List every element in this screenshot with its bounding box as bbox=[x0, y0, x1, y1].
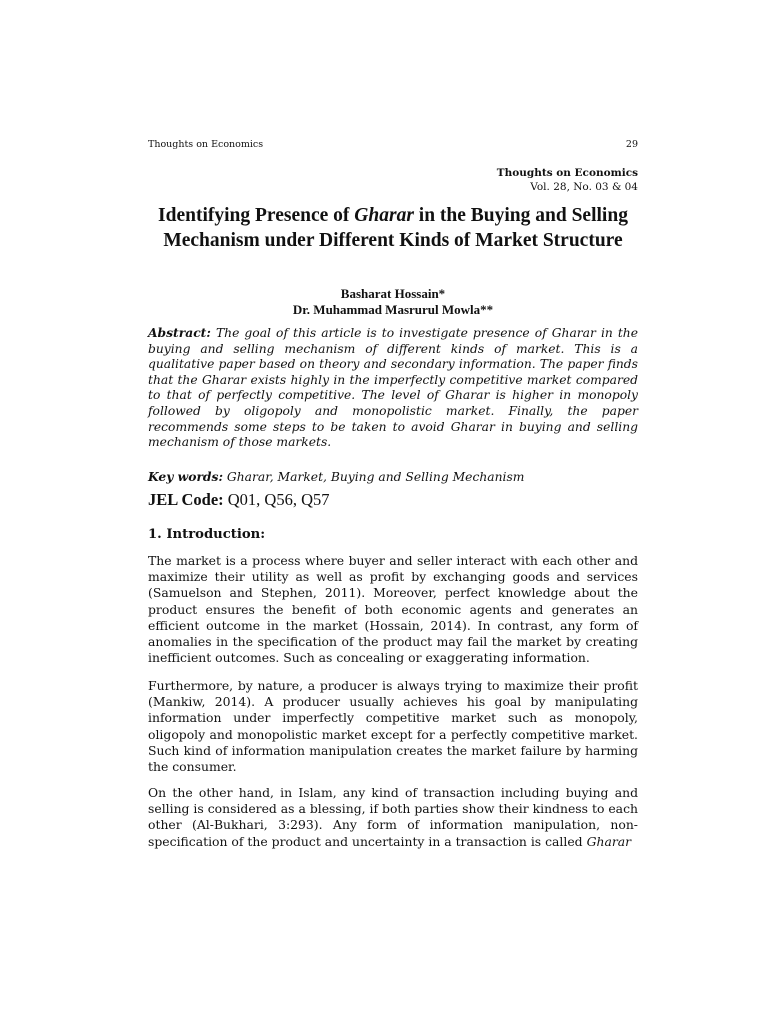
author-1: Basharat Hossain* bbox=[340, 286, 446, 301]
keywords-label: Key words: bbox=[148, 469, 223, 484]
body-paragraph: The market is a process where buyer and seller interact with each other and maximize their utility as well as profit by exchanging goods and services (Samuelson and Stephen, 2011). Moreover, perfect knowledge about the product ensures the benefit of both economic agents and generates an efficient outcome in the market (Hossain, 2014). In contrast, any form of anomalies in the specification of the product may fail the market by creating inefficient outcomes. Such as concealing or exaggerating information. bbox=[148, 553, 638, 666]
paragraph-text: On the other hand, in Islam, any kind of transaction including buying and selling is considered as a blessing, if both parties show their kindness to each other (Al-Bukhari, 3:293). Any form of information manipulation, non-specification of the product and uncertainty in a transaction is called bbox=[148, 785, 638, 849]
keywords bbox=[148, 469, 638, 484]
running-head-title: Thoughts on Economics bbox=[148, 139, 264, 150]
title-italic-term: Gharar bbox=[354, 205, 414, 226]
keywords-text: Gharar, Market, Buying and Selling Mechanism bbox=[223, 470, 525, 484]
page-number: 29 bbox=[625, 139, 638, 150]
title-part-2: in the Buying and Selling Mechanism under Different Kinds of Market Structure bbox=[163, 205, 628, 251]
jel-label: JEL Code: bbox=[148, 490, 224, 509]
abstract-text: The goal of this article is to investigate presence of Gharar in the buying and selling mechanism of different kinds of market. This is a qualitative paper based on theory and secondary information. The paper finds that the Gharar exists highly in the imperfectly competitive market compared to that of perfectly competitive. The level of Gharar is higher in monopoly followed by oligopoly and monopolistic market. Finally, the paper recommends some steps to be taken to avoid Gharar in buying and selling mechanism of those markets. bbox=[148, 326, 638, 450]
author-2: Dr. Muhammad Masrurul Mowla** bbox=[292, 302, 494, 317]
paragraph-italic-term: Gharar bbox=[586, 833, 632, 849]
body-paragraph bbox=[148, 785, 638, 850]
journal-name: Thoughts on Economics bbox=[496, 167, 638, 179]
abstract-label: Abstract: bbox=[148, 325, 211, 340]
journal-block bbox=[497, 166, 638, 194]
abstract bbox=[148, 325, 638, 451]
title-part-1: Identifying Presence of bbox=[158, 205, 355, 226]
section-heading: 1. Introduction: bbox=[148, 527, 266, 542]
paper-title bbox=[148, 203, 638, 253]
body-paragraph: Furthermore, by nature, a producer is always trying to maximize their profit (Mankiw, 2014). A producer usually achieves his goal by manipulating information under imperfectly competitive market such as monopoly, oligopoly and monopolistic market except for a perfectly competitive market. Such kind of information manipulation creates the market failure by harming the consumer. bbox=[148, 678, 638, 775]
journal-volume: Vol. 28, No. 03 & 04 bbox=[530, 181, 638, 193]
author-list bbox=[148, 286, 638, 318]
jel-codes bbox=[148, 490, 638, 510]
jel-values: Q01, Q56, Q57 bbox=[223, 490, 330, 509]
document-page bbox=[148, 0, 638, 1024]
